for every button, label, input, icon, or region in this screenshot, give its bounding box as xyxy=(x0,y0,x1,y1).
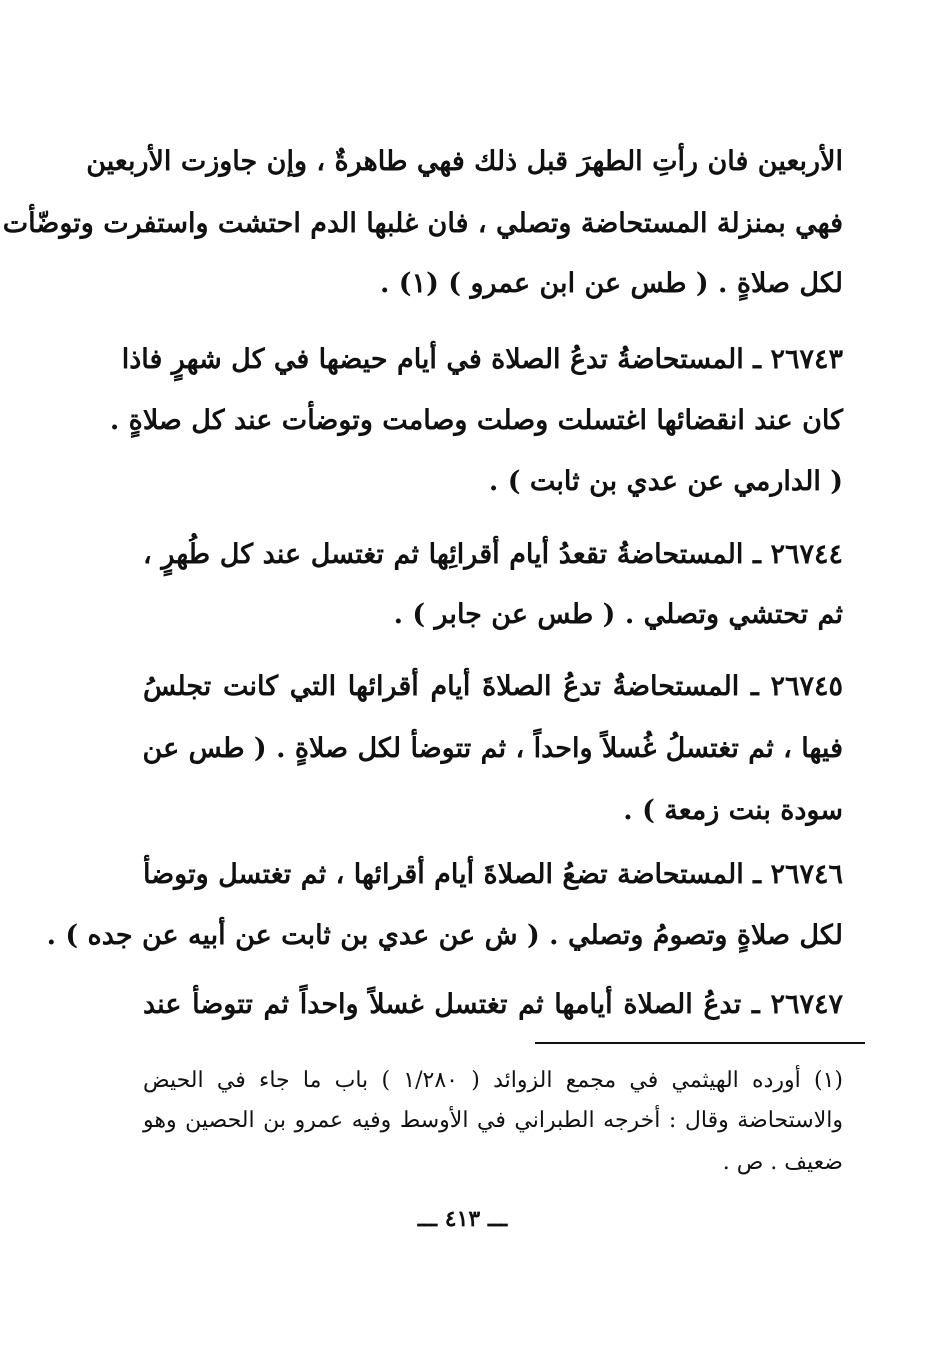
body-line-2: فهي بمنزلة المستحاضة وتصلي ، فان غلبها الدم احتشت واستفرت وتوضّأت xyxy=(2,208,843,239)
body-line-8: ثم تحتشي وتصلي . ( طس عن جابر ) . xyxy=(393,599,843,630)
body-line-5: كان عند انقضائها اغتسلت وصلت وصامت وتوضأت عند كل صلاةٍ . xyxy=(109,405,843,436)
body-line-1: الأربعين فان رأتِ الطهرَ قبل ذلك فهي طاهرةٌ ، وإن جاوزت الأربعين xyxy=(86,146,843,177)
body-line-12: ٢٦٧٤٦ ـ المستحاضة تضعُ الصلاةَ أيام أقرائها ، ثم تغتسل وتوضأ xyxy=(143,859,843,890)
body-line-9: ٢٦٧٤٥ ـ المستحاضةُ تدعُ الصلاةَ أيام أقرائها التي كانت تجلسُ xyxy=(143,671,843,702)
footnote-line-3: ضعيف . ص . xyxy=(722,1150,843,1175)
body-line-7: ٢٦٧٤٤ ـ المستحاضةُ تقعدُ أيام أقرائِها ثم تغتسل عند كل طُهرٍ ، xyxy=(143,539,843,570)
body-line-3: لكل صلاةٍ . ( طس عن ابن عمرو ) (١) . xyxy=(380,268,843,299)
footnote-separator xyxy=(535,1042,865,1044)
body-line-14: ٢٦٧٤٧ ـ تدعُ الصلاة أيامها ثم تغتسل غسلاً واحداً ثم تتوضأ عند xyxy=(143,989,843,1020)
body-line-11: سودة بنت زمعة ) . xyxy=(623,795,843,826)
footnote-line-2: والاستحاضة وقال : أخرجه الطبراني في الأوسط وفيه عمرو بن الحصين وهو xyxy=(143,1108,843,1133)
body-line-4: ٢٦٧٤٣ ـ المستحاضةُ تدعُ الصلاة في أيام حيضها في كل شهرٍ فاذا xyxy=(121,344,843,375)
footnote-line-1: (١) أورده الهيثمي في مجمع الزوائد ( ١/٢٨٠ ) باب ما جاء في الحيض xyxy=(143,1068,844,1093)
body-line-10: فيها ، ثم تغتسلُ غُسلاً واحداً ، ثم تتوضأ لكل صلاةٍ . ( طس عن xyxy=(142,733,843,764)
body-line-6: ( الدارمي عن عدي بن ثابت ) . xyxy=(488,466,843,497)
body-line-13: لكل صلاةٍ وتصومُ وتصلي . ( ش عن عدي بن ثابت عن أبيه عن جده ) . xyxy=(46,920,843,951)
page-number: ـــ ٤١٣ ـــ xyxy=(417,1206,508,1232)
